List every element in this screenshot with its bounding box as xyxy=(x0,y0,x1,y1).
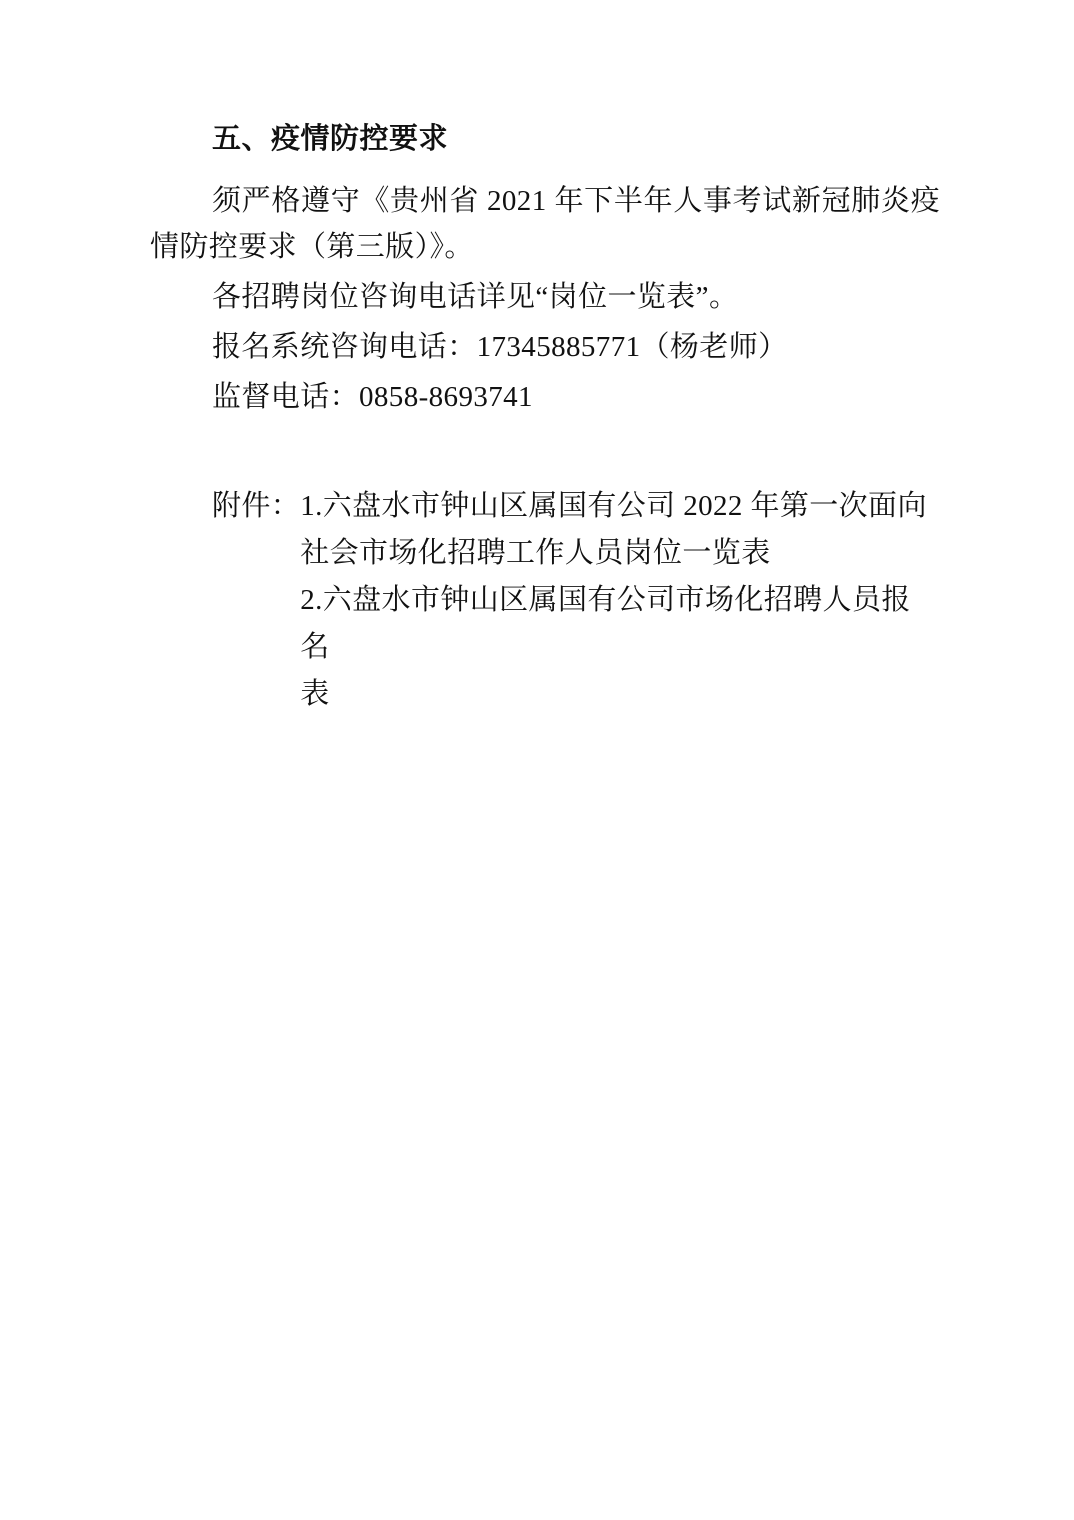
section-heading: 五、疫情防控要求 xyxy=(212,123,449,155)
attachment-item-1-line-2: 社会市场化招聘工作人员岗位一览表 xyxy=(300,537,771,570)
document-body xyxy=(150,118,940,718)
attachment-item-1-line-1: 1.六盘水市钟山区属国有公司 2022 年第一次面向 xyxy=(300,490,927,523)
attachment-item-2 xyxy=(300,577,940,718)
attachments-block xyxy=(150,483,940,718)
attachment-item-1 xyxy=(300,483,940,577)
paragraph-spacer xyxy=(150,421,940,483)
attachments-list xyxy=(300,483,940,718)
attachment-item-2-line-1: 2.六盘水市钟山区属国有公司市场化招聘人员报名 xyxy=(300,584,911,664)
paragraph-epidemic-requirement: 须严格遵守《贵州省 2021 年下半年人事考试新冠肺炎疫情防控要求（第三版）》。 xyxy=(150,184,940,264)
attachment-item-2-line-2: 表 xyxy=(300,678,330,711)
attachments-row xyxy=(150,483,940,718)
paragraph-position-hotline: 各招聘岗位咨询电话详见“岗位一览表”。 xyxy=(212,281,739,314)
paragraph-supervision-hotline: 监督电话：0858-8693741 xyxy=(212,381,533,414)
paragraph-system-hotline: 报名系统咨询电话：17345885771（杨老师） xyxy=(212,331,788,364)
attachments-label: 附件： xyxy=(212,490,301,523)
